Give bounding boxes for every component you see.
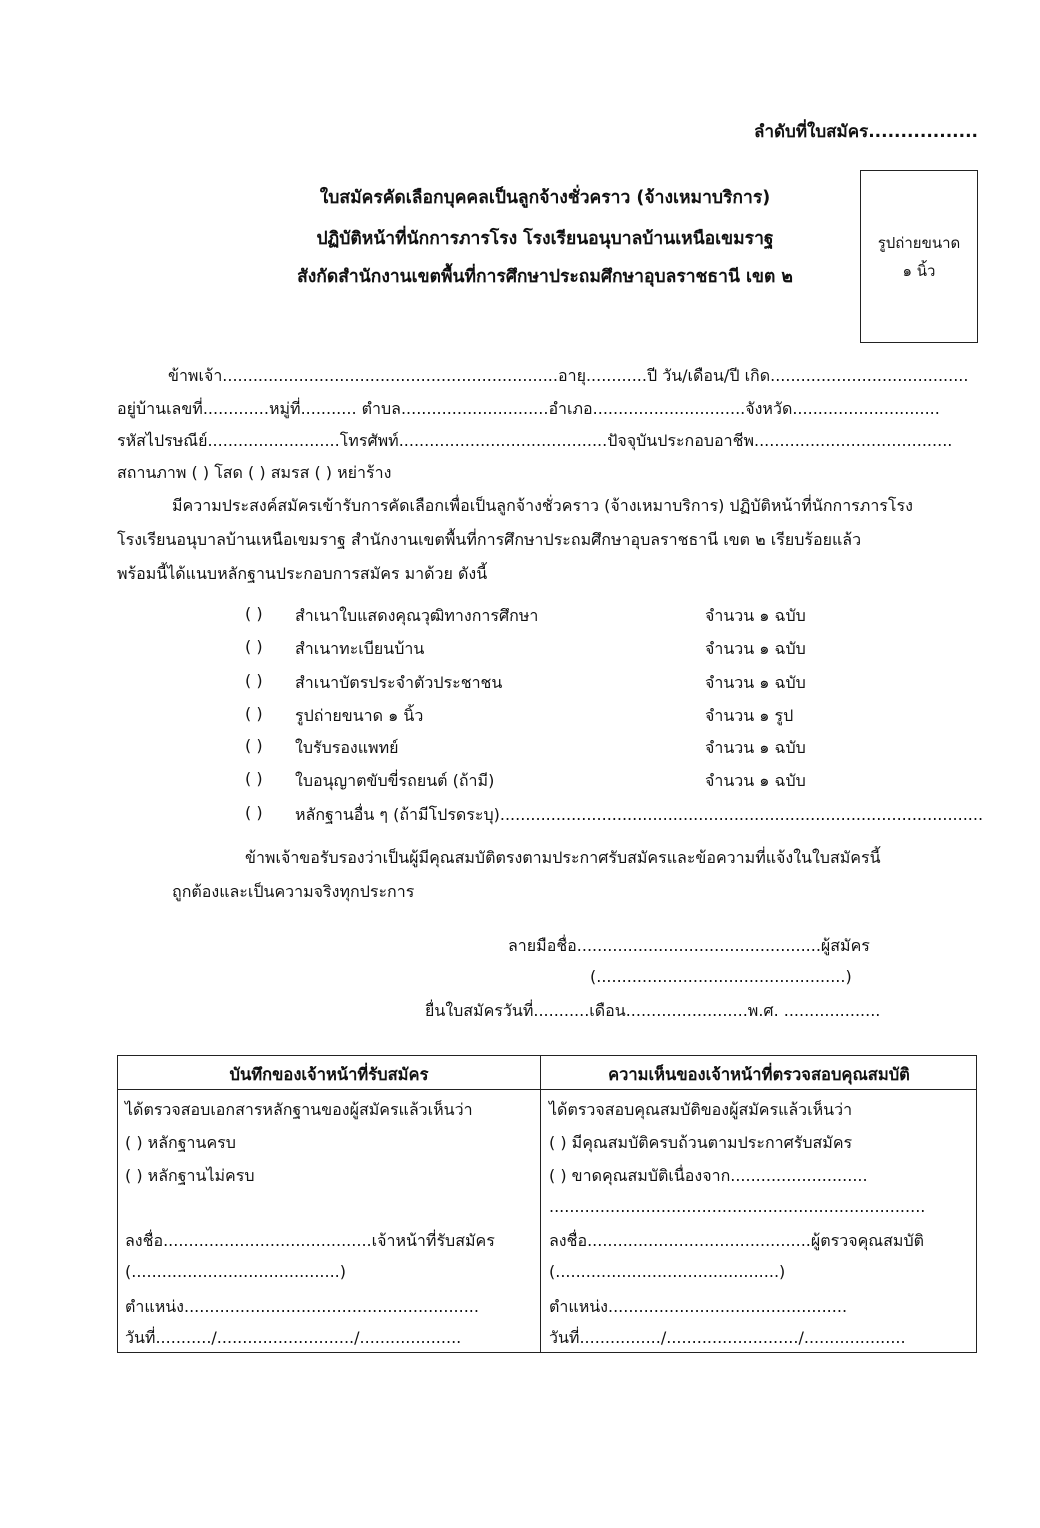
qualification-officer-row: วันที่................/........................../.................... bbox=[549, 1328, 906, 1347]
receiving-officer-header: บันทึกของเจ้าหน้าที่รับสมัคร bbox=[229, 1065, 429, 1084]
document-name: สำเนาบัตรประจำตัวประชาชน bbox=[295, 673, 503, 692]
receiving-officer-row: ได้ตรวจสอบเอกสารหลักฐานของผู้สมัครแล้วเห็นว่า bbox=[125, 1100, 473, 1119]
other-document-checkbox: ( ) bbox=[245, 803, 263, 822]
certification-line-1: ข้าพเจ้าขอรับรองว่าเป็นผู้มีคุณสมบัติตรงตามประกาศรับสมัครและข้อความที่แจ้งในใบสมัครนี้ bbox=[245, 848, 881, 867]
applicant-name-age-line: ข้าพเจ้า..................................................................อายุ............ปี วัน/เดือน/ปี เกิด....................................... bbox=[168, 366, 969, 385]
document-name: รูปถ่ายขนาด ๑ นิ้ว bbox=[295, 706, 424, 725]
qualification-officer-row: ตำแหน่ง............................................... bbox=[549, 1297, 848, 1316]
document-checkbox: ( ) bbox=[245, 637, 263, 656]
receiving-officer-row: ( ) หลักฐานไม่ครบ bbox=[125, 1166, 255, 1185]
document-quantity: จำนวน ๑ ฉบับ bbox=[705, 738, 806, 757]
document-checkbox: ( ) bbox=[245, 769, 263, 788]
qualification-officer-row: ได้ตรวจสอบคุณสมบัติของผู้สมัครแล้วเห็นว่า bbox=[549, 1100, 853, 1119]
qualification-officer-row: (............................................) bbox=[549, 1262, 786, 1281]
other-document-text: หลักฐานอื่น ๆ (ถ้ามีโปรดระบุ)............................................................................................... bbox=[295, 805, 984, 824]
photo-size-label: รูปถ่ายขนาด bbox=[877, 233, 961, 252]
document-checkbox: ( ) bbox=[245, 704, 263, 723]
certification-line-2: ถูกต้องและเป็นความจริงทุกประการ bbox=[172, 882, 415, 901]
form-title-line-2: ปฏิบัติหน้าที่นักการภารโรง โรงเรียนอนุบาลบ้านเหนือเขมราฐ bbox=[316, 229, 774, 249]
intent-paragraph-line-3: พร้อมนี้ได้แนบหลักฐานประกอบการสมัคร มาด้วย ดังนี้ bbox=[117, 564, 488, 583]
document-quantity: จำนวน ๑ รูป bbox=[705, 706, 794, 725]
intent-paragraph-line-2: โรงเรียนอนุบาลบ้านเหนือเขมราฐ สำนักงานเขตพื้นที่การศึกษาประถมศึกษาอุบลราชธานี เขต ๒ เรียบร้อยแล้ว bbox=[117, 530, 862, 549]
qualification-officer-row: .......................................................................... bbox=[549, 1197, 926, 1216]
document-name: ใบอนุญาตขับขี่รถยนต์ (ถ้ามี) bbox=[295, 771, 495, 790]
document-checkbox: ( ) bbox=[245, 736, 263, 755]
qualification-officer-row: ลงชื่อ............................................ผู้ตรวจคุณสมบัติ bbox=[549, 1231, 924, 1250]
photo-placeholder-box bbox=[860, 170, 978, 343]
postal-phone-occupation-line: รหัสไปรษณีย์..........................โทรศัพท์.........................................ปัจจุบันประกอบอาชีพ....................................... bbox=[117, 431, 953, 450]
document-quantity: จำนวน ๑ ฉบับ bbox=[705, 771, 806, 790]
photo-size-value: ๑ นิ้ว bbox=[902, 261, 936, 280]
table-column-divider bbox=[540, 1056, 541, 1352]
qualification-officer-row: ( ) ขาดคุณสมบัติเนื่องจาก........................... bbox=[549, 1166, 868, 1185]
form-title-line-1: ใบสมัครคัดเลือกบุคคลเป็นลูกจ้างชั่วคราว (จ้างเหมาบริการ) bbox=[319, 188, 771, 208]
receiving-officer-row: วันที่.........../.........................../.................... bbox=[125, 1328, 462, 1347]
document-name: ใบรับรองแพทย์ bbox=[295, 738, 399, 757]
address-line: อยู่บ้านเลขที่.............หมู่ที่........... ตำบล.............................อำเภอ..............................จังหวัด............................. bbox=[117, 399, 940, 418]
receiving-officer-row: ( ) หลักฐานครบ bbox=[125, 1133, 236, 1152]
document-name: สำเนาใบแสดงคุณวุฒิทางการศึกษา bbox=[295, 606, 539, 625]
application-number: ลำดับที่ใบสมัคร................. bbox=[754, 122, 978, 142]
applicant-printed-name-line: (.................................................) bbox=[590, 967, 852, 986]
document-checkbox: ( ) bbox=[245, 604, 263, 623]
marital-status-line: สถานภาพ ( ) โสด ( ) สมรส ( ) หย่าร้าง bbox=[117, 463, 392, 482]
receiving-officer-row: ลงชื่อ.........................................เจ้าหน้าที่รับสมัคร bbox=[125, 1231, 495, 1250]
qualification-officer-row: ( ) มีคุณสมบัติครบถ้วนตามประกาศรับสมัคร bbox=[549, 1133, 853, 1152]
document-quantity: จำนวน ๑ ฉบับ bbox=[705, 639, 806, 658]
table-header-divider bbox=[118, 1089, 976, 1090]
qualification-officer-header: ความเห็นของเจ้าหน้าที่ตรวจสอบคุณสมบัติ bbox=[608, 1065, 910, 1084]
receiving-officer-row: (.........................................) bbox=[125, 1262, 347, 1281]
intent-paragraph-line-1: มีความประสงค์สมัครเข้ารับการคัดเลือกเพื่อเป็นลูกจ้างชั่วคราว (จ้างเหมาบริการ) ปฏิบัติหน้าที่นักการภารโรง bbox=[172, 496, 913, 515]
document-quantity: จำนวน ๑ ฉบับ bbox=[705, 673, 806, 692]
official-records-table bbox=[117, 1055, 977, 1353]
document-quantity: จำนวน ๑ ฉบับ bbox=[705, 606, 806, 625]
applicant-signature-line: ลายมือชื่อ................................................ผู้สมัคร bbox=[508, 936, 870, 955]
receiving-officer-row: ตำแหน่ง.......................................................... bbox=[125, 1297, 479, 1316]
form-title-line-3: สังกัดสำนักงานเขตพื้นที่การศึกษาประถมศึกษาอุบลราชธานี เขต ๒ bbox=[297, 267, 793, 287]
submission-date-line: ยื่นใบสมัครวันที่...........เดือน........................พ.ศ. ................... bbox=[425, 1001, 881, 1020]
document-checkbox: ( ) bbox=[245, 671, 263, 690]
document-name: สำเนาทะเบียนบ้าน bbox=[295, 639, 425, 658]
